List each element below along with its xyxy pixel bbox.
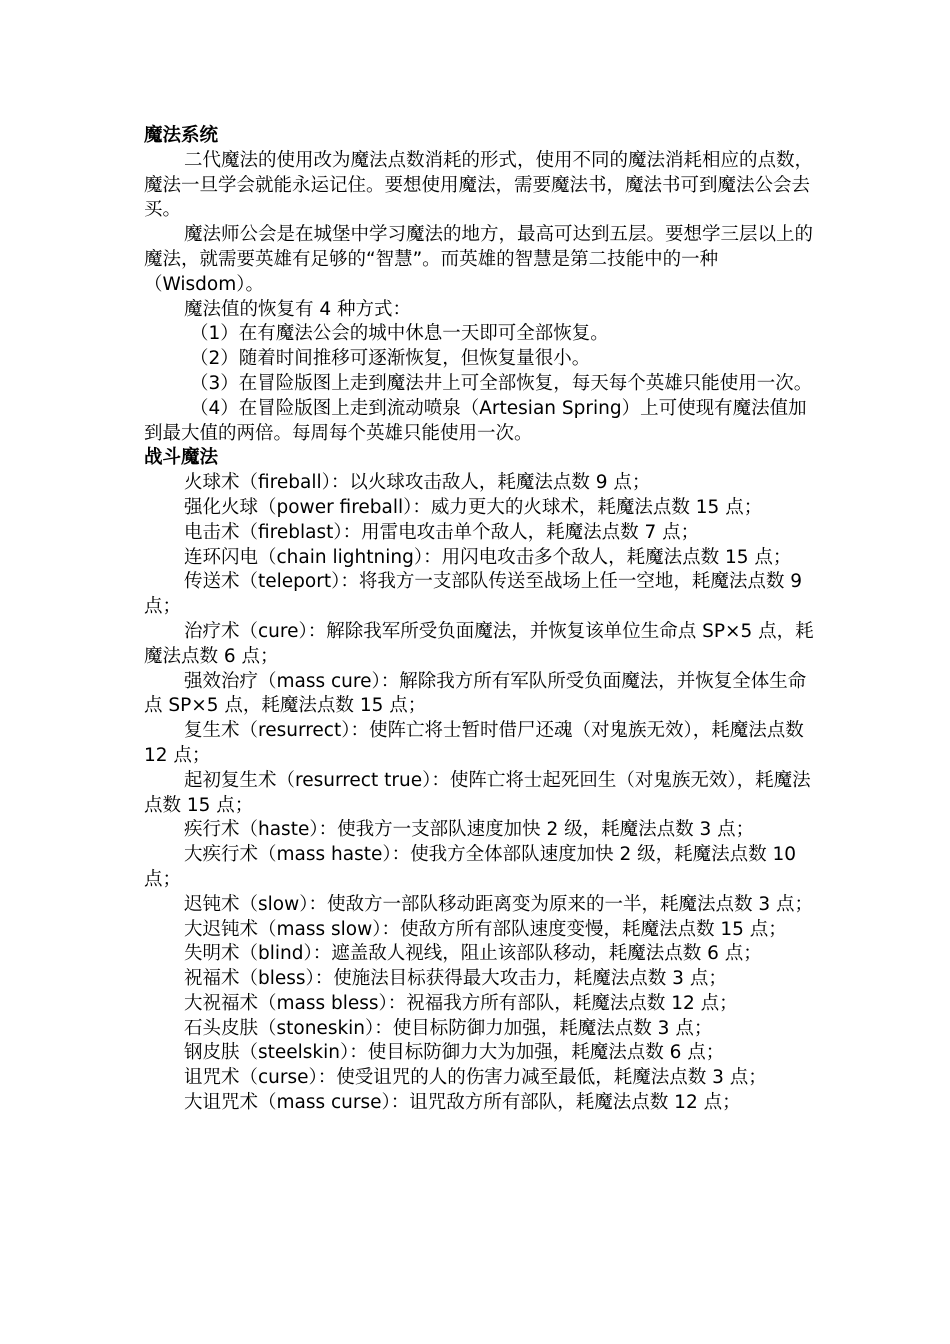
paragraph-guild: 魔法师公会是在城堡中学习魔法的地方，最高可达到五层。要想学三层以上的魔法，就需要英雄有足够的“智慧”。而英雄的智慧是第二技能中的一种（Wisdom）。 <box>144 224 814 295</box>
spell-entry: 电击术（fireblast）：用雷电攻击单个敌人，耗魔法点数 7 点； <box>184 521 700 543</box>
spell-entry: 大祝福术（mass bless）：祝福我方所有部队，耗魔法点数 12 点； <box>184 992 738 1014</box>
spell-entry: 火球术（fireball）：以火球攻击敌人，耗魔法点数 9 点； <box>184 472 651 494</box>
spell-entry: 大诅咒术（mass curse）：诅咒敌方所有部队，耗魔法点数 12 点； <box>184 1092 741 1114</box>
spell-entry: 祝福术（bless）：使施法目标获得最大攻击力，耗魔法点数 3 点； <box>184 968 727 990</box>
document-page <box>144 124 820 1116</box>
spell-entry: 强化火球（power fireball）：威力更大的火球术，耗魔法点数 15 点； <box>184 496 763 518</box>
spell-entry: 疾行术（haste）：使我方一支部队速度加快 2 级，耗魔法点数 3 点； <box>184 819 755 841</box>
spell-entry: 迟钝术（slow）：使敌方一部队移动距离变为原来的一半，耗魔法点数 3 点； <box>184 893 814 915</box>
spell-entry: 治疗术（cure）：解除我军所受负面魔法，并恢复该单位生命点 SP×5 点，耗魔法点数 6 点； <box>144 620 814 667</box>
spell-entry: 传送术（teleport）：将我方一支部队传送至战场上任一空地，耗魔法点数 9 点； <box>144 571 802 618</box>
spell-entry: 失明术（blind）：遮盖敌人视线，阻止该部队移动，耗魔法点数 6 点； <box>184 943 762 965</box>
paragraph-recovery-intro: 魔法值的恢复有 4 种方式： <box>184 298 412 320</box>
spell-entry: 钢皮肤（steelskin）：使目标防御力大为加强，耗魔法点数 6 点； <box>184 1042 725 1064</box>
spell-entry: 大疾行术（mass haste）：使我方全体部队速度加快 2 级，耗魔法点数 10 点； <box>144 844 797 890</box>
heading-magic-system: 魔法系统 <box>144 125 219 146</box>
spell-entry: 复生术（resurrect）：使阵亡将士暂时借尸还魂（对鬼族无效），耗魔法点数 12 点； <box>144 720 804 766</box>
recovery-item-1: （1）在有魔法公会的城中休息一天即可全部恢复。 <box>190 323 609 345</box>
recovery-item-2: （2）随着时间推移可逐渐恢复，但恢复量很小。 <box>190 348 591 370</box>
paragraph-intro: 二代魔法的使用改为魔法点数消耗的形式，使用不同的魔法消耗相应的点数，魔法一旦学会就能永运记住。要想使用魔法，需要魔法书，魔法书可到魔法公会去买。 <box>144 149 814 221</box>
spell-entry: 强效治疗（mass cure）：解除我方所有军队所受负面魔法，并恢复全体生命点 SP×5 点，耗魔法点数 15 点； <box>144 670 807 717</box>
spell-entry: 诅咒术（curse）：使受诅咒的人的伤害力减至最低，耗魔法点数 3 点； <box>184 1067 767 1089</box>
spell-entry: 大迟钝术（mass slow）：使敌方所有部队速度变慢，耗魔法点数 15 点； <box>184 918 787 940</box>
spell-entry: 起初复生术（resurrect true）：使阵亡将士起死回生（对鬼族无效），耗魔法点数 15 点； <box>144 769 811 816</box>
recovery-item-4: （4）在冒险版图上走到流动喷泉（Artesian Spring）上可使现有魔法值加到最大值的两倍。每周每个英雄只能使用一次。 <box>144 397 807 444</box>
recovery-item-3: （3）在冒险版图上走到魔法井上可全部恢复，每天每个英雄只能使用一次。 <box>190 372 813 394</box>
heading-combat-magic: 战斗魔法 <box>144 447 219 469</box>
spell-entry: 连环闪电（chain lightning）：用闪电攻击多个敌人，耗魔法点数 15 点； <box>184 546 792 568</box>
spell-entry: 石头皮肤（stoneskin）：使目标防御力加强，耗魔法点数 3 点； <box>184 1017 713 1039</box>
